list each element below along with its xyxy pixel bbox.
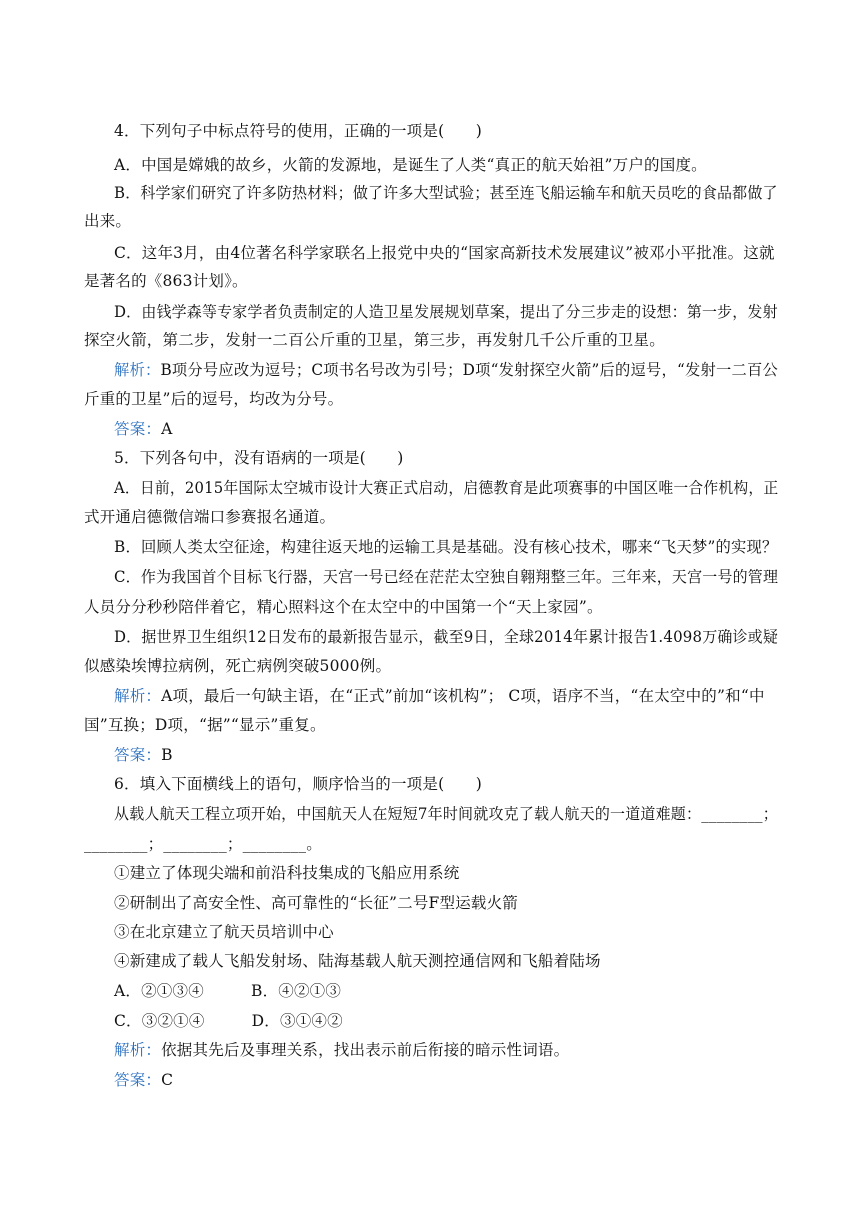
q4-analysis-line2: 斤重的卫星”后的逗号，均改为分号。 [84,390,344,408]
q6-item-3: ③在北京建立了航天员培训中心 [114,923,334,941]
q5-analysis-label: 解析： [114,687,162,705]
q4-analysis-line1 [114,360,778,380]
q6-options-row1: A．②①③④ B．④②①③ [114,982,342,1000]
q6-analysis [114,1040,569,1060]
q4-stem: 4．下列句子中标点符号的使用，正确的一项是( ) [114,122,482,140]
q4-option-c-line2: 是著名的《863计划》。 [84,272,248,290]
q4-option-b-line1: B．科学家们研究了许多防热材料；做了许多大型试验；甚至连飞船运输车和航天员吃的食品都做了 [114,184,778,202]
q6-analysis-label: 解析： [114,1041,162,1059]
q4-analysis-label: 解析： [114,361,161,379]
q5-stem: 5．下列各句中，没有语病的一项是( ) [114,449,404,467]
q4-option-c-line1: C．这年3月，由4位著名科学家联名上报党中央的“国家高新技术发展建议”被邓小平批准。这就 [114,244,775,262]
q5-answer-value: B [161,746,173,764]
q4-option-d-line2: 探空火箭，第二步，发射一二百公斤重的卫星，第三步，再发射几千公斤重的卫星。 [84,331,665,349]
q5-analysis-text: A项，最后一句缺主语，在“正式”前加“该机构”； C项，语序不当，“在太空中的”和“中 [161,687,765,705]
q4-option-a: A．中国是嫦娥的故乡，火箭的发源地，是诞生了人类“真正的航天始祖”万户的国度。 [114,156,707,174]
q4-option-d-line1: D．由钱学森等专家学者负责制定的人造卫星发展规划草案，提出了分三步走的设想：第一步，发射 [114,303,778,321]
q6-answer-label: 答案： [114,1071,162,1089]
q6-answer-value: C [161,1071,174,1089]
q5-option-b: B．回顾人类太空征途，构建往返天地的运输工具是基础。没有核心技术，哪来“飞天梦”的实现？ [114,538,778,556]
q4-answer [114,419,173,439]
q6-item-1: ①建立了体现尖端和前沿科技集成的飞船应用系统 [114,864,460,882]
q6-answer [114,1070,173,1090]
q6-stem: 6．填入下面横线上的语句，顺序恰当的一项是( ) [114,775,482,793]
q5-option-a-line1: A．日前，2015年国际太空城市设计大赛正式启动，启德教育是此项赛事的中国区唯一合作机构，正 [114,479,779,497]
q6-analysis-text: 依据其先后及事理关系，找出表示前后衔接的暗示性词语。 [161,1041,570,1059]
q5-analysis-line2: 国”互换；D项，“据”“显示”重复。 [84,716,326,734]
q6-options-row2: C．③②①④ D．③①④② [114,1012,343,1030]
q4-answer-label: 答案： [114,420,162,438]
q4-answer-value: A [161,420,173,438]
q6-item-2: ②研制出了高安全性、高可靠性的“长征”二号F型运载火箭 [114,894,519,912]
q4-option-b-line2: 出来。 [84,212,132,230]
q5-answer [114,745,173,765]
q4-analysis-text: B项分号应改为逗号；C项书名号改为引号；D项“发射探空火箭”后的逗号，“发射一二百公 [160,361,778,379]
q5-option-c-line1: C．作为我国首个目标飞行器，天宫一号已经在茫茫太空独自翱翔整三年。三年来，天宫一号的管理 [114,568,779,586]
q5-answer-label: 答案： [114,746,162,764]
q5-option-c-line2: 人员分分秒秒陪伴着它，精心照料这个在太空中的中国第一个“天上家园”。 [84,598,603,616]
q6-passage-line1: 从载人航天工程立项开始，中国航天人在短短7年时间就攻克了载人航天的一道道难题：________； [114,805,778,823]
q6-item-4: ④新建成了载人飞船发射场、陆海基载人航天测控通信网和飞船着陆场 [114,952,601,970]
q6-passage-line2: ________；________；________。 [84,835,322,853]
q5-analysis-line1 [114,686,765,706]
q5-option-a-line2: 式开通启德微信端口参赛报名通道。 [84,508,336,526]
q5-option-d-line1: D．据世界卫生组织12日发布的最新报告显示，截至9日，全球2014年累计报告1.4098万确诊或疑 [114,628,778,646]
q5-option-d-line2: 似感染埃博拉病例，死亡病例突破5000例。 [84,657,392,675]
